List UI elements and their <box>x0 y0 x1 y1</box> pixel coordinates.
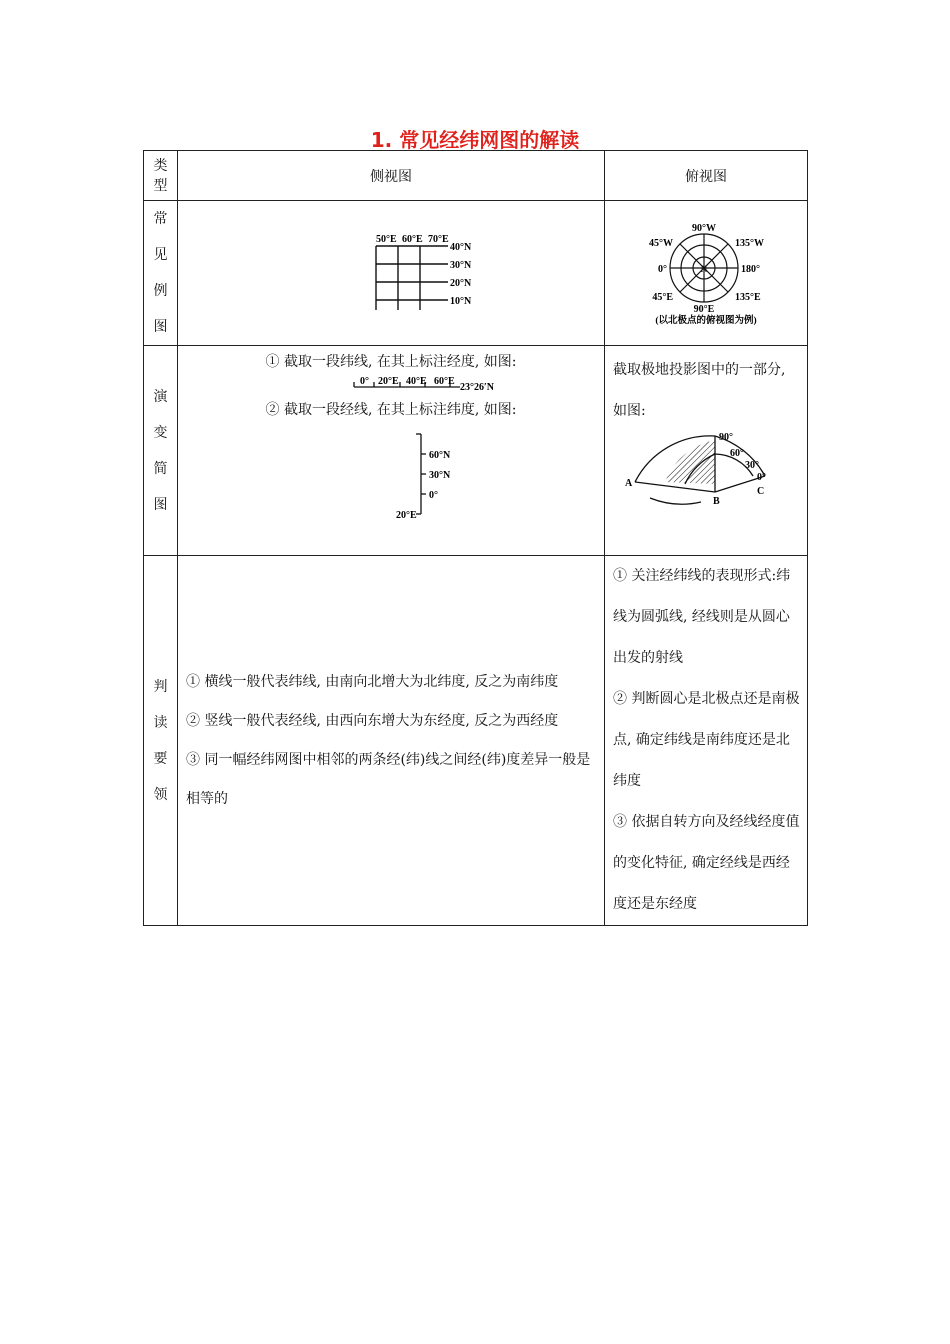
polar-label-sw: 45°E <box>652 292 673 303</box>
side-note-2: ② 竖线一般代表经线, 由西向东增大为东经度, 反之为西经度 <box>186 712 559 729</box>
example-label: 常见例图 <box>153 211 168 335</box>
sector-point-b: B <box>713 496 720 507</box>
lat-label: 20°N <box>450 278 472 289</box>
evolution-row <box>144 346 808 556</box>
example-row <box>144 201 808 346</box>
evolution-label-cell <box>144 346 178 556</box>
side-grid-figure <box>178 216 604 326</box>
top-note-3: ③ 依据自转方向及经线经度值的变化特征, 确定经线是西经度还是东经度 <box>613 814 800 912</box>
lat-line-end-label: 23°26′N <box>460 382 495 393</box>
page-title: 1. 常见经纬网图的解读 <box>370 128 580 152</box>
sector-label: 90° <box>719 432 733 443</box>
polar-label-s: 90°E <box>693 304 715 315</box>
lon-label: 50°E <box>376 234 397 245</box>
lat-tick-label: 20°E <box>378 376 399 387</box>
longitude-segment-figure <box>178 422 604 522</box>
lon-tick-label: 60°N <box>429 450 451 461</box>
reading-label-cell <box>144 556 178 926</box>
lon-tick-label: 0° <box>429 490 438 501</box>
top-note-2: ② 判断圆心是北极点还是南极点, 确定纬线是南纬度还是北纬度 <box>613 691 800 789</box>
lat-label: 40°N <box>450 242 472 253</box>
top-example-cell <box>605 201 808 346</box>
side-reading-cell <box>178 556 605 926</box>
lat-label: 10°N <box>450 296 472 307</box>
sector-label: 60° <box>730 448 744 459</box>
polar-label-w: 0° <box>658 264 667 275</box>
lon-label: 70°E <box>428 234 449 245</box>
side-example-cell <box>178 201 605 346</box>
lat-label: 30°N <box>450 260 472 271</box>
header-side-view: 侧视图 <box>178 151 605 201</box>
reading-row <box>144 556 808 926</box>
header-type: 类型 <box>153 157 168 194</box>
lon-tick-label: 30°N <box>429 470 451 481</box>
polar-view-figure <box>605 216 807 326</box>
lat-line-text: ① 截取一段纬线, 在其上标注经度, 如图: <box>265 354 517 370</box>
polar-label-nw: 45°W <box>649 238 673 249</box>
polar-label-ne: 135°W <box>735 238 764 249</box>
header-top-view: 俯视图 <box>605 151 808 201</box>
top-note-1: ① 关注经纬线的表现形式:纬线为圆弧线, 经线则是从圆心出发的射线 <box>613 568 791 666</box>
polar-label-n: 90°W <box>692 223 716 234</box>
lon-line-text: ② 截取一段经线, 在其上标注纬度, 如图: <box>265 402 517 418</box>
header-row <box>144 151 808 201</box>
polar-label-se: 135°E <box>735 292 761 303</box>
top-evolution-cell <box>605 346 808 556</box>
lon-label: 60°E <box>402 234 423 245</box>
example-label-cell <box>144 201 178 346</box>
sector-point-a: A <box>625 478 633 489</box>
sector-label: 30° <box>745 460 759 471</box>
polar-sector-figure <box>605 432 807 520</box>
graticule-table <box>143 150 808 926</box>
side-note-1: ① 横线一般代表纬线, 由南向北增大为北纬度, 反之为南纬度 <box>186 673 559 690</box>
evolution-label: 演变简图 <box>153 388 168 513</box>
top-reading-cell <box>605 556 808 926</box>
lon-line-bottom-label: 20°E <box>396 510 417 521</box>
polar-label-e: 180° <box>741 264 760 275</box>
sector-point-c: C <box>757 486 765 497</box>
sector-text: 截取极地投影图中的一部分, 如图: <box>613 362 786 419</box>
polar-caption: (以北极点的俯视图为例) <box>655 316 757 326</box>
polar-center-label: N <box>700 264 708 274</box>
lat-tick-label: 60°E <box>434 376 455 387</box>
side-note-3: ③ 同一幅经纬网图中相邻的两条经(纬)线之间经(纬)度差异一般是相等的 <box>186 751 591 807</box>
reading-label: 判读要领 <box>153 678 168 803</box>
lat-tick-label: 0° <box>360 376 369 387</box>
lat-tick-label: 40°E <box>406 376 427 387</box>
latitude-segment-figure <box>178 374 604 394</box>
side-evolution-cell <box>178 346 605 556</box>
header-type-cell <box>144 151 178 201</box>
sector-label: 0° <box>757 472 766 483</box>
